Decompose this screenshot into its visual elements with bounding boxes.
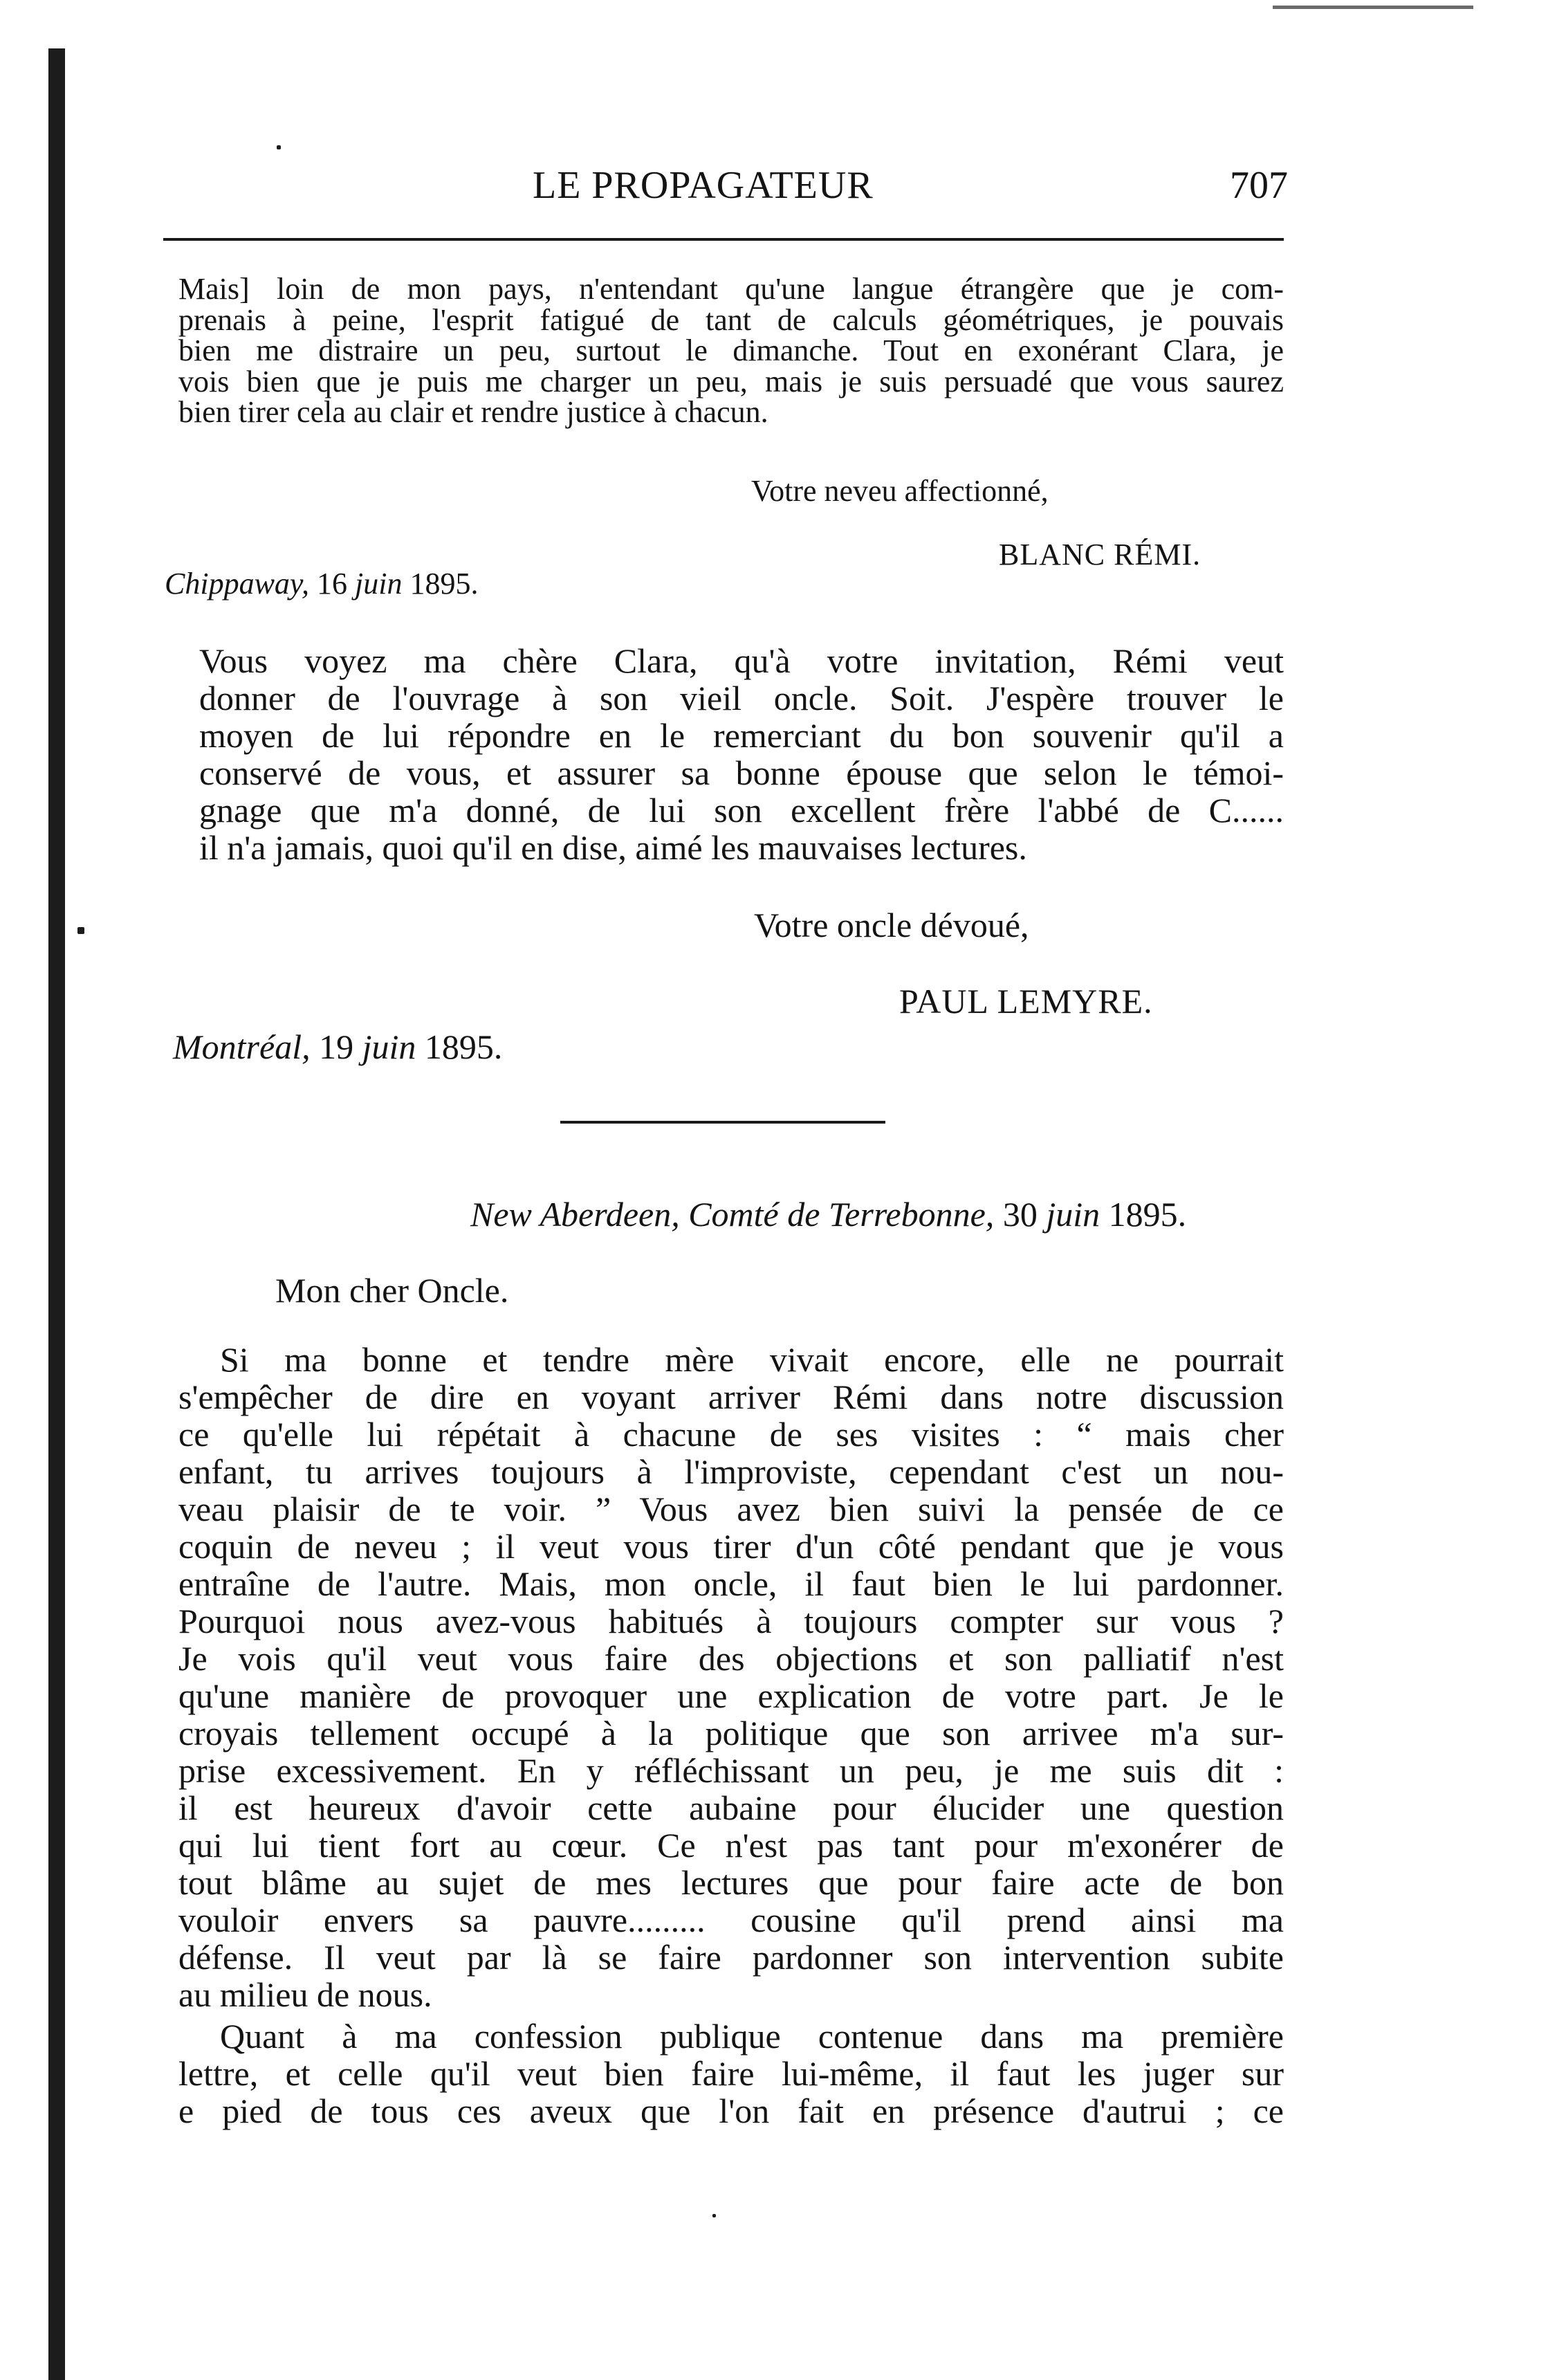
date-month: juin — [355, 567, 403, 601]
text-line: bien tirer cela au clair et rendre justice à chacun. — [178, 395, 768, 429]
text-line: il n'a jamais, quoi qu'il en dise, aimé les mauvaises lectures. — [199, 828, 1027, 867]
date-year: 1895. — [424, 1027, 503, 1066]
text-line: Vous voyez ma chère Clara, qu'à votre invitation, Rémi veut — [199, 641, 1284, 680]
place-name: Montréal, — [173, 1027, 311, 1066]
letter3-dateline — [470, 1194, 1186, 1234]
text-line: qu'une manière de provoquer une explication de votre part. Je le — [178, 1676, 1284, 1715]
letter1-body — [178, 274, 1284, 428]
letter2-closing: Votre oncle dévoué, — [754, 906, 1029, 944]
text-line: croyais tellement occupé à la politique que son arrivee m'a sur- — [178, 1714, 1284, 1752]
text-line: Je vois qu'il veut vous faire des objections et son palliatif n'est — [178, 1639, 1284, 1678]
text-line: e pied de tous ces aveux que l'on fait en présence d'autrui ; ce — [178, 2091, 1284, 2130]
running-title: LE PROPAGATEUR — [533, 164, 874, 207]
letter3-paragraph-2 — [178, 2017, 1284, 2130]
text-line: bien me distraire un peu, surtout le dimanche. Tout en exonérant Clara, je — [178, 333, 1284, 367]
text-line: lettre, et celle qu'il veut bien faire lui-même, il faut les juger sur — [178, 2054, 1284, 2093]
text-line: prise excessivement. En y réfléchissant un peu, je me suis dit : — [178, 1751, 1284, 1790]
text-line: prenais à peine, l'esprit fatigué de tant de calculs géométriques, je pouvais — [178, 302, 1284, 337]
text-line: tout blâme au sujet de mes lectures que pour faire acte de bon — [178, 1863, 1284, 1902]
text-line: enfant, tu arrives toujours à l'improviste, cependant c'est un nou- — [178, 1452, 1284, 1491]
text-line: donner de l'ouvrage à son vieil oncle. Soit. J'espère trouver le — [199, 679, 1284, 717]
date-day: 19 — [319, 1027, 354, 1066]
letter2-dateline — [173, 1027, 502, 1067]
letter2-signature: PAUL LEMYRE. — [899, 982, 1153, 1020]
text-line: défense. Il veut par là se faire pardonner son intervention subite — [178, 1938, 1284, 1977]
date-year: 1895. — [409, 567, 479, 601]
date-year: 1895. — [1108, 1195, 1187, 1234]
salutation: Mon cher Oncle. — [275, 1271, 509, 1310]
text-line: vois bien que je puis me charger un peu, mais je suis persuadé que vous saurez — [178, 364, 1284, 399]
text-line: s'empêcher de dire en voyant arriver Rémi dans notre discussion — [178, 1377, 1284, 1416]
letter3-paragraph-1 — [178, 1341, 1284, 2013]
page-number: 707 — [1230, 164, 1288, 207]
text-line: Pourquoi nous avez-vous habitués à toujours compter sur vous ? — [178, 1602, 1284, 1640]
text-line: ce qu'elle lui répétait à chacune de ses visites : “ mais cher — [178, 1415, 1284, 1454]
text-line: conservé de vous, et assurer sa bonne épouse que selon le témoi- — [199, 753, 1284, 792]
text-line: qui lui tient fort au cœur. Ce n'est pas tant pour m'exonérer de — [178, 1826, 1284, 1865]
text-line: moyen de lui répondre en le remerciant du bon souvenir qu'il a — [199, 716, 1284, 755]
text-line: coquin de neveu ; il veut vous tirer d'un côté pendant que je vous — [178, 1527, 1284, 1566]
place-name: Chippaway, — [165, 567, 310, 601]
text-line: au milieu de nous. — [178, 1975, 432, 2014]
text-line: veau plaisir de te voir. ” Vous avez bien suivi la pensée de ce — [178, 1490, 1284, 1528]
text-line: Mais] loin de mon pays, n'entendant qu'une langue étrangère que je com- — [178, 272, 1284, 306]
text-line: il est heureux d'avoir cette aubaine pour élucider une question — [178, 1788, 1284, 1827]
text-line: vouloir envers sa pauvre......... cousine qu'il prend ainsi ma — [178, 1901, 1284, 1939]
place-name: New Aberdeen, Comté de Terrebonne, — [470, 1195, 995, 1234]
scan-speck — [277, 145, 281, 149]
text-line: entraîne de l'autre. Mais, mon oncle, il faut bien le lui pardonner. — [178, 1564, 1284, 1603]
header-rule — [163, 238, 1284, 241]
letter2-body — [199, 642, 1284, 866]
letter1-signature: BLANC RÉMI. — [999, 538, 1201, 571]
corner-rule — [1273, 6, 1473, 9]
section-divider — [560, 1121, 885, 1124]
date-month: juin — [362, 1027, 416, 1066]
scan-speck — [77, 927, 84, 934]
date-day: 16 — [317, 567, 348, 601]
scan-speck — [712, 2214, 716, 2217]
date-day: 30 — [1002, 1195, 1038, 1234]
text-line: Quant à ma confession publique contenue dans ma première — [220, 2017, 1284, 2056]
date-month: juin — [1046, 1195, 1100, 1234]
binding-shadow — [48, 48, 65, 2380]
text-line: Si ma bonne et tendre mère vivait encore, elle ne pourrait — [220, 1340, 1284, 1379]
letter1-closing: Votre neveu affectionné, — [751, 474, 1049, 508]
letter1-dateline — [165, 566, 478, 601]
text-line: gnage que m'a donné, de lui son excellent frère l'abbé de C...... — [199, 791, 1284, 830]
